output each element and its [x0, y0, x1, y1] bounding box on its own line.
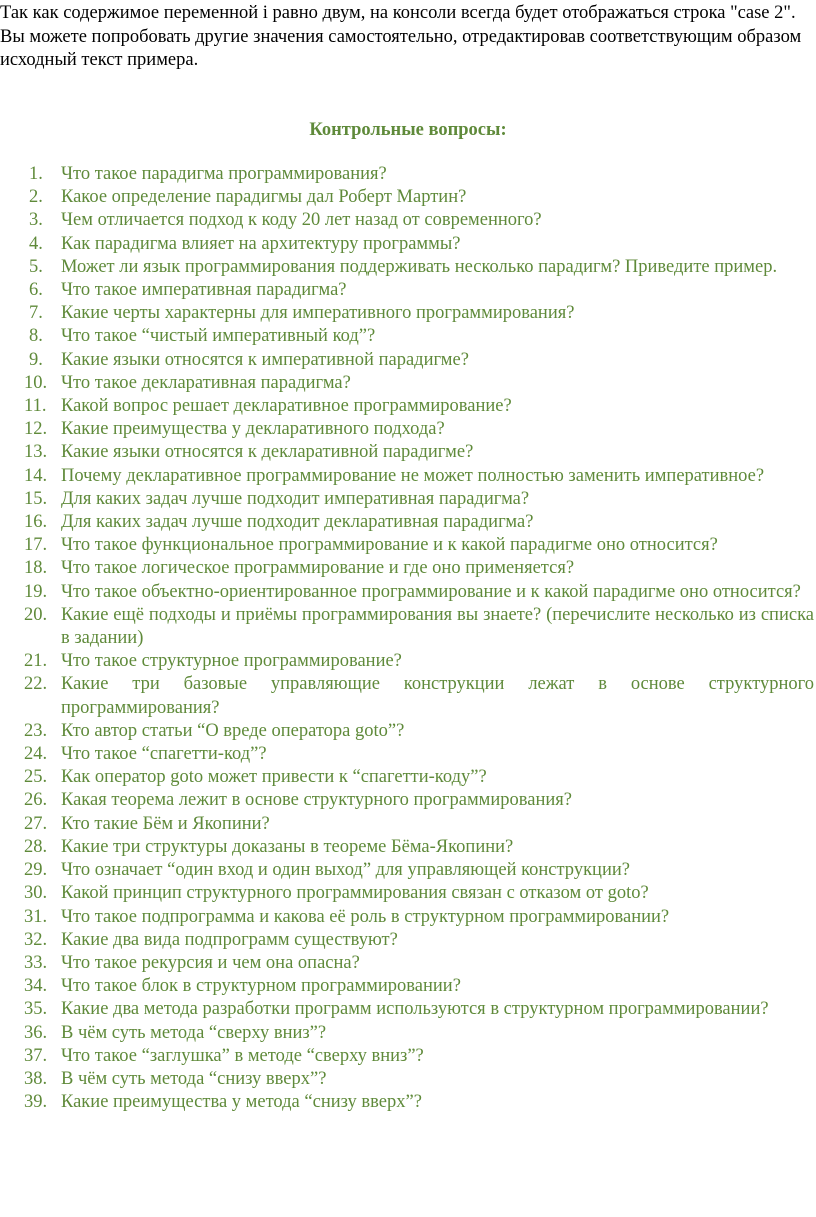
- question-number: 16.: [24, 512, 48, 533]
- question-number: 38.: [24, 1068, 48, 1089]
- question-item: [0, 929, 816, 952]
- question-number: 29.: [24, 860, 48, 881]
- question-item: [0, 372, 816, 395]
- question-number: 15.: [24, 488, 48, 509]
- question-number: 28.: [24, 836, 48, 857]
- question-number: 25.: [24, 767, 48, 788]
- question-item: [0, 465, 816, 488]
- question-number: 12.: [24, 419, 48, 440]
- question-text: В чём суть метода “снизу вверх”?: [61, 1068, 327, 1089]
- question-item: [0, 952, 816, 975]
- question-number: 10.: [24, 372, 48, 393]
- question-text: Для каких задач лучше подходит декларативная парадигма?: [61, 512, 534, 533]
- question-number: 31.: [24, 906, 48, 927]
- question-item: [0, 789, 816, 812]
- question-text: Чем отличается подход к коду 20 лет назад от современного?: [61, 210, 542, 231]
- question-number: 39.: [24, 1092, 48, 1113]
- question-number: 5.: [29, 256, 43, 277]
- question-number: 22.: [24, 674, 48, 695]
- question-number: 19.: [24, 581, 48, 602]
- question-item: [0, 233, 816, 256]
- question-text: Что такое “спагетти-код”?: [61, 744, 267, 765]
- question-number: 8.: [29, 326, 43, 347]
- question-text: В чём суть метода “сверху вниз”?: [61, 1022, 327, 1043]
- question-item: [0, 1022, 816, 1045]
- question-item: [0, 743, 816, 766]
- question-item: [0, 441, 816, 464]
- question-number: 18.: [24, 558, 48, 579]
- question-item: [0, 325, 816, 348]
- question-text: Какие преимущества у метода “снизу вверх”?: [61, 1092, 422, 1113]
- question-number: 35.: [24, 999, 48, 1020]
- question-text: Какие два метода разработки программ используются в структурном программировании?: [61, 999, 769, 1020]
- question-item: [0, 998, 816, 1021]
- question-text: Как оператор goto может привести к “спагетти-коду”?: [61, 767, 487, 788]
- question-text: Какая теорема лежит в основе структурного программирования?: [61, 790, 573, 811]
- question-item: [0, 906, 816, 929]
- question-text: Что такое рекурсия и чем она опасна?: [61, 952, 360, 973]
- question-text: Что такое подпрограмма и какова её роль в структурном программировании?: [61, 906, 670, 927]
- question-text: Какой вопрос решает декларативное программирование?: [61, 396, 512, 417]
- question-number: 33.: [24, 952, 48, 973]
- question-text: Что такое “чистый императивный код”?: [61, 326, 376, 347]
- question-number: 1.: [29, 164, 43, 184]
- question-number: 26.: [24, 790, 48, 811]
- question-number: 36.: [24, 1022, 48, 1043]
- question-text: Кто автор статьи “О вреде оператора goto”?: [61, 720, 405, 741]
- question-number: 30.: [24, 883, 48, 904]
- question-text: Что такое императивная парадигма?: [61, 280, 347, 301]
- question-text: Какие языки относятся к императивной парадигме?: [61, 349, 469, 370]
- question-item: [0, 1068, 816, 1091]
- question-item: [0, 882, 816, 905]
- question-number: 3.: [29, 210, 43, 231]
- question-item: [0, 209, 816, 232]
- question-text: Что такое структурное программирование?: [61, 651, 402, 672]
- question-number: 20.: [24, 604, 48, 625]
- question-item: [0, 302, 816, 325]
- question-number: 11.: [24, 396, 47, 417]
- section-heading: Контрольные вопросы:: [309, 120, 507, 140]
- question-item: [0, 720, 816, 743]
- question-item: [0, 488, 816, 511]
- question-number: 24.: [24, 744, 48, 765]
- question-text: Что такое “заглушка” в методе “сверху вниз”?: [61, 1045, 424, 1066]
- question-item: [0, 163, 816, 186]
- question-item: [0, 534, 816, 557]
- question-text: Как парадигма влияет на архитектуру программы?: [61, 233, 461, 254]
- question-text: Какие ещё подходы и приёмы программирования вы знаете? (перечислите несколько из списка в задании): [61, 604, 814, 649]
- question-text: Что такое логическое программирование и где оно применяется?: [61, 558, 575, 579]
- question-number: 13.: [24, 442, 48, 463]
- question-text: Какие черты характерны для императивного программирования?: [61, 303, 575, 324]
- question-text: Какие языки относятся к декларативной парадигме?: [61, 442, 474, 463]
- question-item: [0, 813, 816, 836]
- question-number: 23.: [24, 720, 48, 741]
- questions-list: [0, 163, 816, 1114]
- question-text: Какие три базовые управляющие конструкции лежат в основе структурного программирования?: [61, 674, 814, 718]
- question-text: Что означает “один вход и один выход” для управляющей конструкции?: [61, 860, 630, 881]
- question-number: 7.: [29, 303, 43, 324]
- question-text: Какой принцип структурного программирования связан с отказом от goto?: [61, 883, 649, 904]
- question-item: [0, 766, 816, 789]
- question-number: 4.: [29, 233, 43, 254]
- question-item: [0, 1045, 816, 1068]
- question-text: Что такое парадигма программирования?: [61, 164, 387, 184]
- question-text: Кто такие Бём и Якопини?: [61, 813, 270, 834]
- question-number: 6.: [29, 280, 43, 301]
- question-number: 14.: [24, 465, 48, 486]
- question-item: [0, 859, 816, 882]
- question-item: [0, 557, 816, 580]
- question-item: [0, 279, 816, 302]
- question-number: 32.: [24, 929, 48, 950]
- intro-paragraph: Так как содержимое переменной i равно двум, на консоли всегда будет отображаться строка "case 2". Вы можете попробовать другие значения самостоятельно, отредактировав соответствующим образом исходный текст примера.: [0, 3, 802, 70]
- question-text: Может ли язык программирования поддерживать несколько парадигм? Приведите пример.: [61, 256, 778, 277]
- question-number: 2.: [29, 187, 43, 208]
- question-text: Какие три структуры доказаны в теореме Бёма-Якопини?: [61, 836, 514, 857]
- question-text: Какие два вида подпрограмм существуют?: [61, 929, 398, 950]
- question-number: 27.: [24, 813, 48, 834]
- question-number: 17.: [24, 535, 48, 556]
- question-item: [0, 511, 816, 534]
- question-number: 9.: [29, 349, 43, 370]
- question-item: [0, 836, 816, 859]
- question-text: Что такое функциональное программирование и к какой парадигме оно относится?: [61, 535, 718, 556]
- question-item: [0, 1091, 816, 1114]
- question-text: Что такое декларативная парадигма?: [61, 372, 351, 393]
- question-item: [0, 673, 816, 719]
- question-text: Для каких задач лучше подходит императивная парадигма?: [61, 488, 530, 509]
- question-item: [0, 418, 816, 441]
- question-number: 37.: [24, 1045, 48, 1066]
- question-text: Почему декларативное программирование не может полностью заменить императивное?: [61, 465, 765, 486]
- question-number: 34.: [24, 976, 48, 997]
- question-item: [0, 186, 816, 209]
- question-item: [0, 975, 816, 998]
- question-item: [0, 256, 816, 279]
- question-text: Что такое блок в структурном программировании?: [61, 976, 461, 997]
- question-number: 21.: [24, 651, 48, 672]
- question-text: Какое определение парадигмы дал Роберт Мартин?: [61, 187, 467, 208]
- question-item: [0, 395, 816, 418]
- question-item: [0, 650, 816, 673]
- question-item: [0, 349, 816, 372]
- question-item: [0, 581, 816, 604]
- question-text: Что такое объектно-ориентированное программирование и к какой парадигме оно относится?: [61, 581, 801, 602]
- question-item: [0, 604, 816, 650]
- question-text: Какие преимущества у декларативного подхода?: [61, 419, 445, 440]
